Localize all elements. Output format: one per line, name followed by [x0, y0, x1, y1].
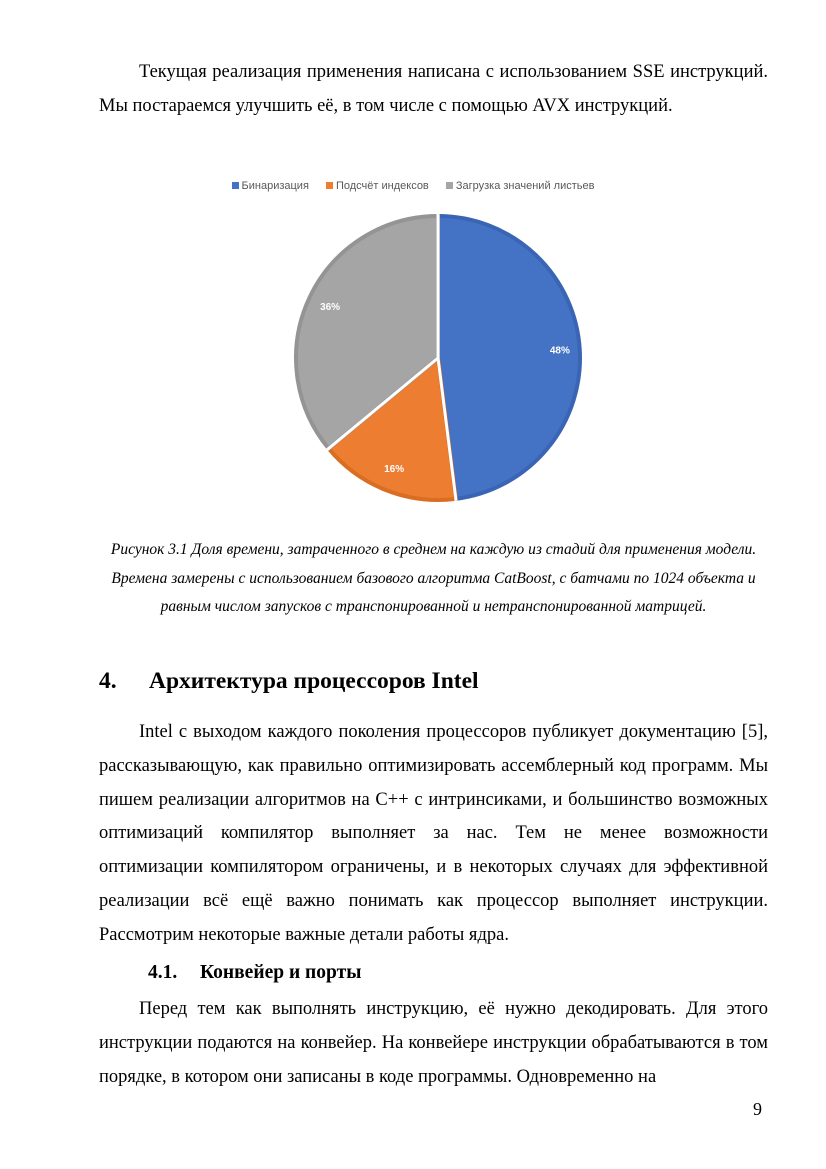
legend-item-binarization: Бинаризация [232, 180, 309, 192]
legend-swatch [326, 182, 333, 189]
subsection-heading [148, 962, 361, 984]
pie-data-label: 16% [384, 463, 405, 475]
subsection-number: 4.1. [148, 962, 178, 983]
section-paragraph: Intel с выходом каждого поколения процессоров публикует документацию [5], рассказывающую, как правильно оптимизировать ассемблерный код программ. Мы пишем реализации алгоритмов на C++ с интринсиками, и большинство возможных оптимизаций компилятор выполняет за нас. Тем не менее возможности оптимизации компилятором ограничены, и в некоторых случаях для эффективной реализации всё ещё важно понимать как процессор выполняет инструкции. Рассмотрим некоторые важные детали работы ядра. [99, 722, 768, 945]
chart-legend [0, 180, 826, 192]
subsection-title: Конвейер и порты [200, 962, 362, 983]
legend-item-index-count: Подсчёт индексов [326, 180, 429, 192]
pie-chart [280, 200, 600, 520]
section-heading [99, 668, 479, 695]
pie-data-label: 48% [549, 345, 570, 357]
pie-data-label: 36% [320, 302, 341, 314]
pie-slice-binarization [438, 216, 580, 499]
intro-paragraph: Текущая реализация применения написана с использованием SSE инструкций. Мы постараемся улучшить её, в том числе с помощью AVX инструкций. [99, 62, 768, 116]
section-title: Архитектура процессоров Intel [149, 668, 479, 694]
section-number: 4. [99, 668, 117, 694]
figure-caption: Рисунок 3.1 Доля времени, затраченного в среднем на каждую из стадий для применения модели. Времена замерены с использованием базового алгоритма CatBoost, с батчами по 1024 объекта и равным числом запусков с транспонированной и нетранспонированной матрицей. [110, 541, 757, 615]
legend-swatch [446, 182, 453, 189]
subsection-paragraph: Перед тем как выполнять инструкцию, её нужно декодировать. Для этого инструкции подаются на конвейер. На конвейере инструкции обрабатываются в том порядке, в котором они записаны в коде программы. Одновременно на [99, 999, 768, 1087]
page-number: 9 [753, 1099, 762, 1119]
legend-swatch [232, 182, 239, 189]
legend-item-leaf-load: Загрузка значений листьев [446, 180, 595, 192]
